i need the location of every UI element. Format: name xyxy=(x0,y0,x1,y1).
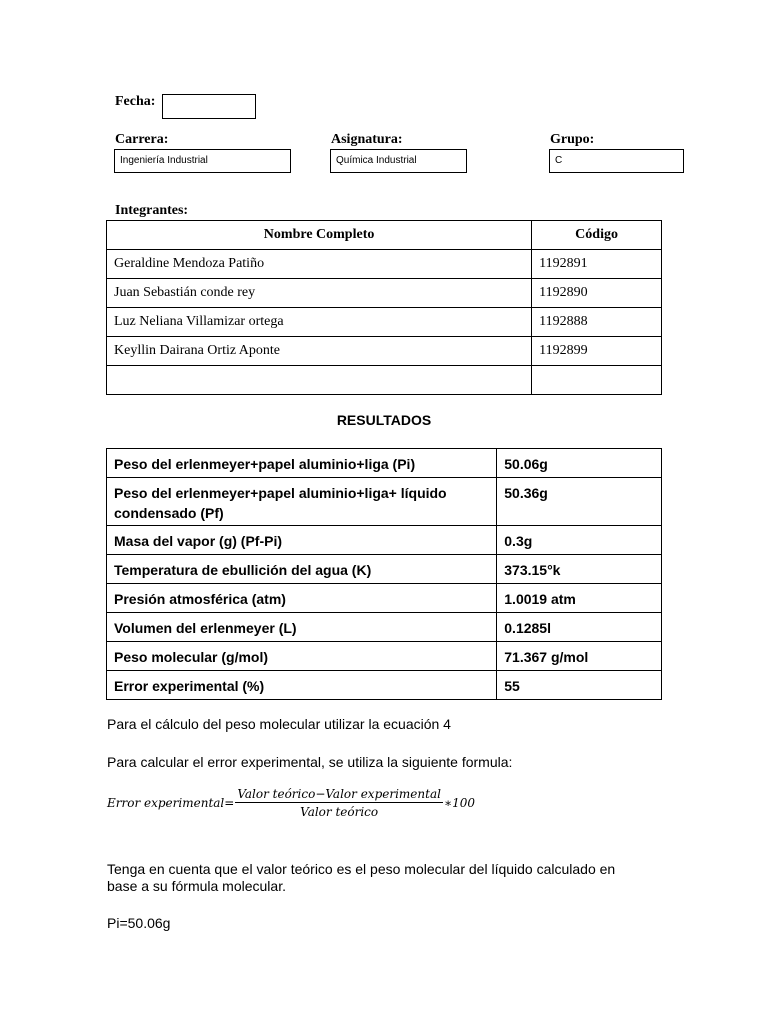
member-code: 1192891 xyxy=(532,250,662,279)
result-value: 55 xyxy=(497,671,662,700)
asignatura-value: Química Industrial xyxy=(336,155,417,166)
result-label: Volumen del erlenmeyer (L) xyxy=(107,613,497,642)
table-row xyxy=(107,613,662,642)
table-row xyxy=(107,366,662,395)
table-row xyxy=(107,250,662,279)
formula-numerator: Valor teórico−Valor experimental xyxy=(237,787,441,801)
paragraph-teorico-line1: Tenga en cuenta que el valor teórico es el peso molecular del líquido calculado en xyxy=(107,861,616,877)
paragraph-teorico xyxy=(107,861,615,895)
result-label: Temperatura de ebullición del agua (K) xyxy=(107,555,497,584)
table-header-row xyxy=(107,221,662,250)
paragraph-error: Para calcular el error experimental, se utiliza la siguiente formula: xyxy=(107,754,513,770)
paragraph-teorico-line2: base a su fórmula molecular. xyxy=(107,878,286,894)
resultados-title: RESULTADOS xyxy=(336,412,432,428)
integrantes-table xyxy=(106,220,662,395)
result-label: Peso molecular (g/mol) xyxy=(107,642,497,671)
result-label: Peso del erlenmeyer+papel aluminio+liga (Pi) xyxy=(107,449,497,478)
fecha-label: Fecha: xyxy=(115,94,156,109)
error-formula xyxy=(107,787,475,819)
table-row xyxy=(107,642,662,671)
table-row xyxy=(107,584,662,613)
table-row xyxy=(107,279,662,308)
result-value: 373.15°k xyxy=(497,555,662,584)
table-row xyxy=(107,337,662,366)
carrera-label: Carrera: xyxy=(115,132,169,147)
resultados-table xyxy=(106,448,662,700)
carrera-value: Ingeniería Industrial xyxy=(120,155,208,166)
formula-fraction xyxy=(235,787,443,819)
member-code: 1192890 xyxy=(532,279,662,308)
grupo-value: C xyxy=(555,155,563,166)
result-label: Masa del vapor (g) (Pf-Pi) xyxy=(107,526,497,555)
grupo-field[interactable] xyxy=(549,149,684,173)
result-value: 50.36g xyxy=(497,478,662,526)
table-row xyxy=(107,526,662,555)
fecha-value xyxy=(163,95,255,100)
member-code xyxy=(532,366,662,395)
result-value: 71.367 g/mol xyxy=(497,642,662,671)
member-code: 1192899 xyxy=(532,337,662,366)
member-code: 1192888 xyxy=(532,308,662,337)
result-label: Peso del erlenmeyer+papel aluminio+liga+ líquido condensado (Pf) xyxy=(107,478,497,526)
carrera-field[interactable] xyxy=(114,149,291,173)
result-value: 0.1285l xyxy=(497,613,662,642)
column-header-nombre: Nombre Completo xyxy=(107,221,532,250)
fecha-field[interactable] xyxy=(162,94,256,119)
table-row xyxy=(107,555,662,584)
formula-denominator: Valor teórico xyxy=(300,805,379,819)
result-value: 50.06g xyxy=(497,449,662,478)
member-name: Geraldine Mendoza Patiño xyxy=(107,250,532,279)
table-row xyxy=(107,308,662,337)
grupo-label: Grupo: xyxy=(550,132,595,147)
member-name: Luz Neliana Villamizar ortega xyxy=(107,308,532,337)
table-row xyxy=(107,449,662,478)
member-name xyxy=(107,366,532,395)
asignatura-field[interactable] xyxy=(330,149,467,173)
paragraph-ecuacion: Para el cálculo del peso molecular utilizar la ecuación 4 xyxy=(107,716,451,732)
column-header-codigo: Código xyxy=(532,221,662,250)
asignatura-label: Asignatura: xyxy=(331,132,403,147)
paragraph-pi: Pi=50.06g xyxy=(107,915,171,931)
formula-rhs: ∗100 xyxy=(443,796,476,810)
member-name: Keyllin Dairana Ortiz Aponte xyxy=(107,337,532,366)
table-row xyxy=(107,671,662,700)
table-row xyxy=(107,478,662,526)
result-value: 1.0019 atm xyxy=(497,584,662,613)
integrantes-label: Integrantes: xyxy=(115,203,189,218)
result-label: Error experimental (%) xyxy=(107,671,497,700)
member-name: Juan Sebastián conde rey xyxy=(107,279,532,308)
result-value: 0.3g xyxy=(497,526,662,555)
result-label: Presión atmosférica (atm) xyxy=(107,584,497,613)
formula-lhs: Error experimental= xyxy=(107,796,235,810)
